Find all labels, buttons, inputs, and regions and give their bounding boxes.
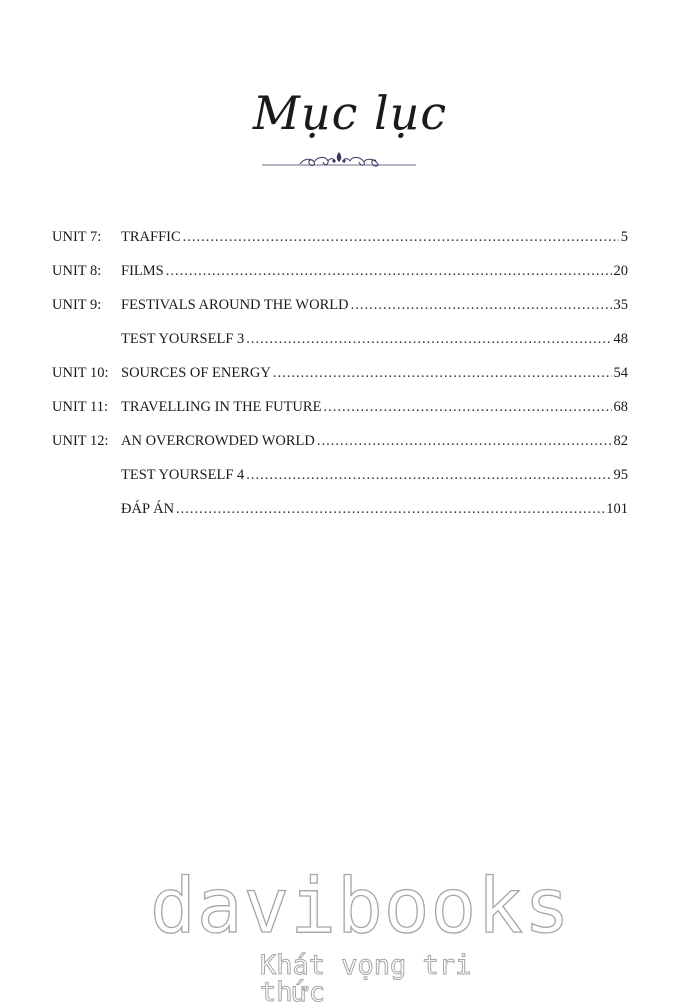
toc-entry[interactable]: [52, 467, 628, 501]
watermark-brand: davibooks: [150, 861, 571, 950]
watermark-slogan: Khát vọng tri thức: [260, 950, 472, 1008]
toc-entry-title: TEST YOURSELF 3: [121, 331, 245, 347]
toc-page-number: 48: [613, 331, 628, 347]
toc-dot-leader: [351, 297, 612, 314]
toc-unit-label: UNIT 11:: [52, 399, 108, 415]
toc-entry-title: AN OVERCROWDED WORLD: [121, 433, 315, 449]
toc-dot-leader: [246, 467, 611, 484]
toc-unit-label: UNIT 12:: [52, 433, 109, 449]
toc-entry[interactable]: [52, 229, 628, 263]
page-title: Mục lục: [252, 86, 448, 140]
toc-page-number: 54: [613, 365, 628, 381]
toc-dot-leader: [246, 331, 611, 348]
toc-entry-title: SOURCES OF ENERGY: [121, 365, 271, 381]
toc-page-number: 35: [613, 297, 628, 313]
toc-entry-title: TRAFFIC: [121, 229, 181, 245]
toc-entry-title: TEST YOURSELF 4: [121, 467, 245, 483]
toc-entry[interactable]: [52, 297, 628, 331]
toc-entry-title: FESTIVALS AROUND THE WORLD: [121, 297, 349, 313]
toc-dot-leader: [273, 365, 612, 382]
toc-page-number: 5: [620, 229, 628, 245]
table-of-contents: [52, 229, 628, 535]
flourish-divider-icon: [262, 148, 416, 172]
toc-entry[interactable]: [52, 399, 628, 433]
toc-entry-title: ĐÁP ÁN: [121, 501, 175, 517]
toc-page-number: 20: [613, 263, 628, 279]
toc-entry[interactable]: [52, 433, 628, 467]
toc-dot-leader: [183, 229, 619, 246]
toc-dot-leader: [323, 399, 611, 416]
toc-entry[interactable]: [52, 331, 628, 365]
publisher-watermark: [150, 861, 571, 1008]
toc-entry[interactable]: [52, 263, 628, 297]
toc-unit-label: UNIT 9:: [52, 297, 102, 313]
toc-unit-label: UNIT 8:: [52, 263, 102, 279]
toc-page-number: 95: [613, 467, 628, 483]
toc-page-number: 68: [613, 399, 628, 415]
toc-entry[interactable]: [52, 501, 628, 535]
toc-page-number: 101: [606, 501, 628, 517]
toc-dot-leader: [166, 263, 612, 280]
toc-entry[interactable]: [52, 365, 628, 399]
toc-dot-leader: [176, 501, 604, 518]
toc-dot-leader: [317, 433, 612, 450]
toc-page-number: 82: [613, 433, 628, 449]
toc-unit-label: UNIT 7:: [52, 229, 102, 245]
toc-entry-title: TRAVELLING IN THE FUTURE: [121, 399, 322, 415]
toc-unit-label: UNIT 10:: [52, 365, 109, 381]
toc-entry-title: FILMS: [121, 263, 164, 279]
